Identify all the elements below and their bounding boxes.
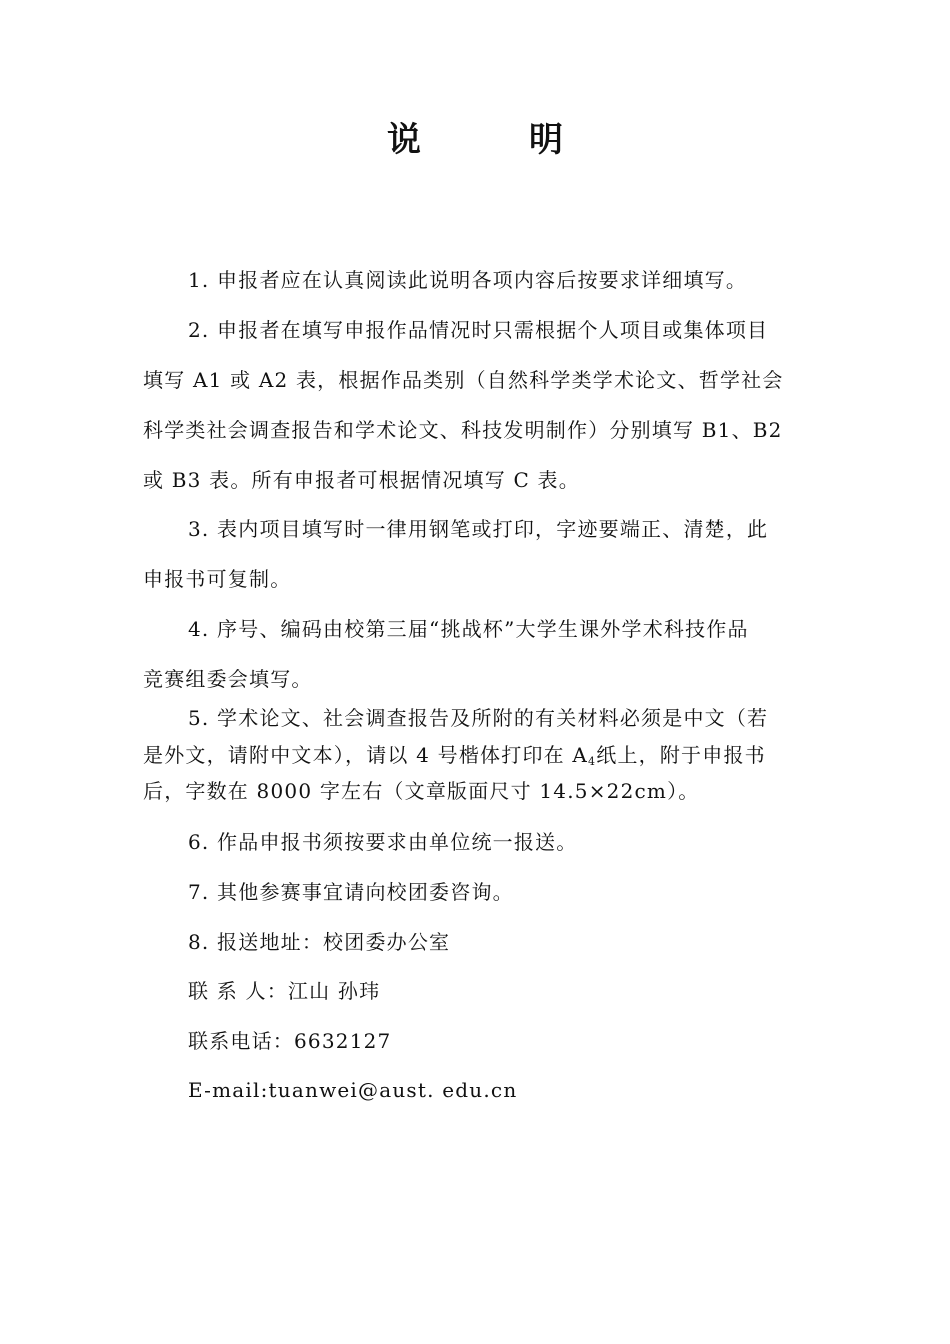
page-title bbox=[0, 112, 950, 161]
item-5-line-2-text-a: 是外文，请附中文本），请以 4 号楷体打印在 A bbox=[143, 743, 589, 767]
item-1: 1. 申报者应在认真阅读此说明各项内容后按要求详细填写。 bbox=[188, 268, 748, 292]
item-3-line-2: 申报书可复制。 bbox=[143, 567, 292, 591]
item-5-line-2-text-b: 纸上，附于申报书 bbox=[596, 743, 766, 767]
item-5-line-2 bbox=[143, 742, 766, 775]
item-7: 7. 其他参赛事宜请向校团委咨询。 bbox=[188, 880, 514, 904]
item-4-line-1: 4. 序号、编码由校第三届“挑战杯”大学生课外学术科技作品 bbox=[188, 617, 749, 641]
title-char-2: 明 bbox=[529, 120, 563, 160]
item-5-line-3: 后，字数在 8000 字左右（文章版面尺寸 14.5×22cm）。 bbox=[143, 779, 700, 803]
item-3-line-1: 3. 表内项目填写时一律用钢笔或打印，字迹要端正、清楚，此 bbox=[188, 517, 769, 541]
contact-email[interactable]: E-mail:tuanwei@aust. edu.cn bbox=[188, 1078, 518, 1102]
item-2-line-3: 科学类社会调查报告和学术论文、科技发明制作）分别填写 B1、B2 bbox=[143, 418, 783, 442]
item-5-line-1: 5. 学术论文、社会调查报告及所附的有关材料必须是中文（若 bbox=[188, 706, 769, 730]
item-4-line-2: 竞赛组委会填写。 bbox=[143, 667, 313, 691]
item-2-line-2: 填写 A1 或 A2 表，根据作品类别（自然科学类学术论文、哲学社会 bbox=[143, 368, 784, 392]
a4-subscript: 4 bbox=[588, 755, 597, 768]
item-2-line-4: 或 B3 表。所有申报者可根据情况填写 C 表。 bbox=[143, 468, 580, 492]
item-6: 6. 作品申报书须按要求由单位统一报送。 bbox=[188, 830, 578, 854]
contact-person: 联 系 人：江山 孙玮 bbox=[188, 979, 381, 1003]
title-char-1: 说 bbox=[387, 120, 421, 160]
item-8: 8. 报送地址：校团委办公室 bbox=[188, 930, 451, 954]
contact-phone: 联系电话：6632127 bbox=[188, 1029, 392, 1053]
item-2-line-1: 2. 申报者在填写申报作品情况时只需根据个人项目或集体项目 bbox=[188, 318, 769, 342]
